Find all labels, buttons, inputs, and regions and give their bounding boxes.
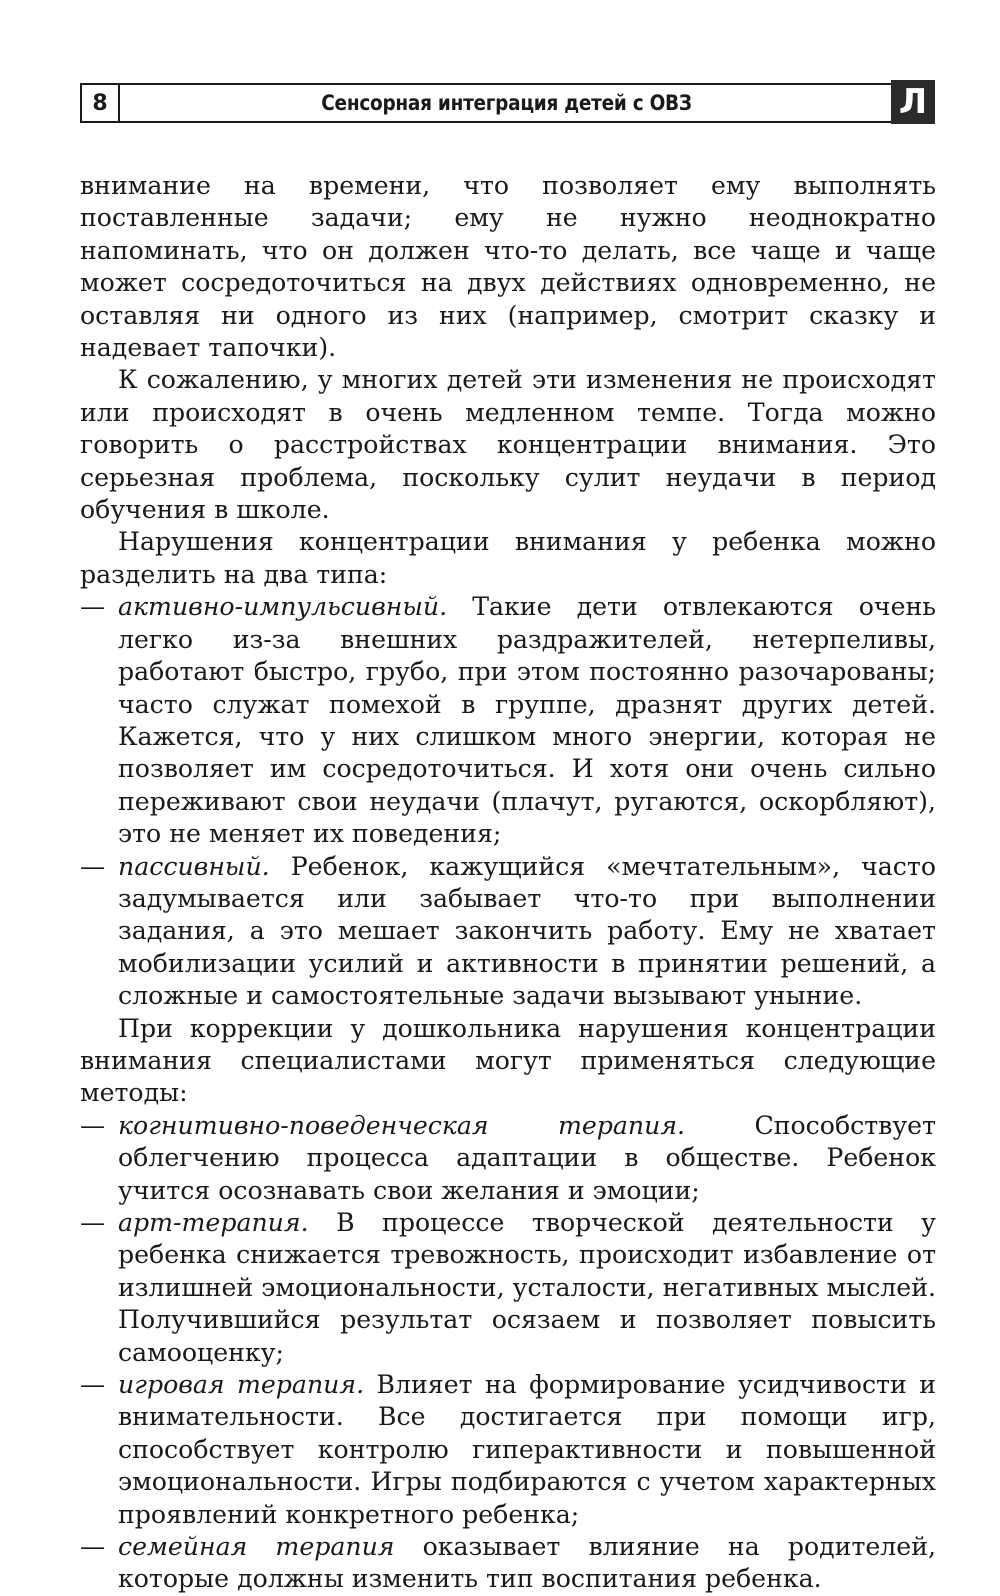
- paragraph-types-intro: Нарушения концентрации внимания у ребенка можно разделить на два типа:: [80, 527, 936, 589]
- dash-marker: —: [80, 1110, 106, 1140]
- dash-marker: —: [80, 851, 106, 881]
- term: игровая терапия.: [118, 1370, 365, 1400]
- dash-marker: —: [80, 1208, 106, 1237]
- term: пассивный.: [118, 851, 270, 881]
- item-text: Такие дети отвлекаются очень легко из-за внешних раздражителей, нетерпеливы, работают быстро, грубо, при этом постоянно разочарованы; часто служат помехой в группе, дразнят других детей. Кажется, что у них слишком много энергии, которая не позволяет им сосредоточиться. И хотя они очень сильно переживают свои неудачи (плачут, ругаются, оскорбляют), это не меняет их поведения;: [118, 592, 936, 849]
- page-body: [80, 170, 936, 1596]
- term: семейная терапия: [118, 1532, 395, 1562]
- paragraph-continuation: внимание на времени, что позволяет ему выполнять поставленные задачи; ему не нужно неоднократно напоминать, что он должен что-то делать, все чаще и чаще может сосредоточиться на двух действиях одновременно, не оставляя ни одного из них (например, смотрит сказку и надевает тапочки).: [80, 171, 936, 363]
- term: когнитивно-поведенческая терапия.: [118, 1110, 686, 1140]
- item-text: оказывает влияние на родителей, которые должны изменить тип воспитания ребенка.: [118, 1532, 936, 1594]
- list-item-method-play: [80, 1369, 936, 1531]
- list-item-method-family: [80, 1531, 936, 1596]
- item-text: В процессе творческой деятельности у ребенка снижается тревожность, происходит избавление от излишней эмоциональности, усталости, негативных мыслей. Получившийся результат осязаем и позволяет повысить самооценку;: [118, 1208, 936, 1367]
- term: арт-терапия.: [118, 1208, 309, 1237]
- paragraph-methods-intro: При коррекции у дошкольника нарушения концентрации внимания специалистами могут применяться следующие методы:: [80, 1013, 936, 1108]
- publisher-logo: Л: [891, 80, 935, 124]
- list-item-method-art: [80, 1207, 936, 1369]
- list-item-type-passive: [80, 851, 936, 1013]
- list-item-method-cbt: [80, 1110, 936, 1207]
- term: активно-импульсивный.: [118, 592, 448, 622]
- item-text: Влияет на формирование усидчивости и внимательности. Все достигается при помощи игр, способствует контролю гиперактивности и повышенной эмоциональности. Игры подбираются с учетом характерных проявлений конкретного ребенка;: [118, 1370, 936, 1529]
- page-number: 8: [80, 83, 120, 123]
- list-item-type-active: [80, 591, 936, 850]
- dash-marker: —: [80, 1532, 106, 1562]
- item-text: Способствует облегчению процесса адаптации в обществе. Ребенок учится осознавать свои желания и эмоции;: [118, 1110, 936, 1205]
- item-text: Ребенок, кажущийся «мечтательным», часто задумывается или забывает что-то при выполнении задания, а это мешает закончить работу. Ему не хватает мобилизации усилий и активности в принятии решений, а сложные и самостоятельные задачи вызывают уныние.: [118, 851, 936, 1011]
- dash-marker: —: [80, 1370, 106, 1400]
- paragraph-attention-disorders: К сожалению, у многих детей эти изменения не происходят или происходят в очень медленном темпе. Тогда можно говорить о расстройствах концентрации внимания. Это серьезная проблема, поскольку сулит неудачи в период обучения в школе.: [80, 365, 936, 525]
- running-title: Сенсорная интеграция детей с ОВЗ: [321, 91, 692, 115]
- dash-marker: —: [80, 592, 106, 622]
- page-header: [80, 83, 935, 125]
